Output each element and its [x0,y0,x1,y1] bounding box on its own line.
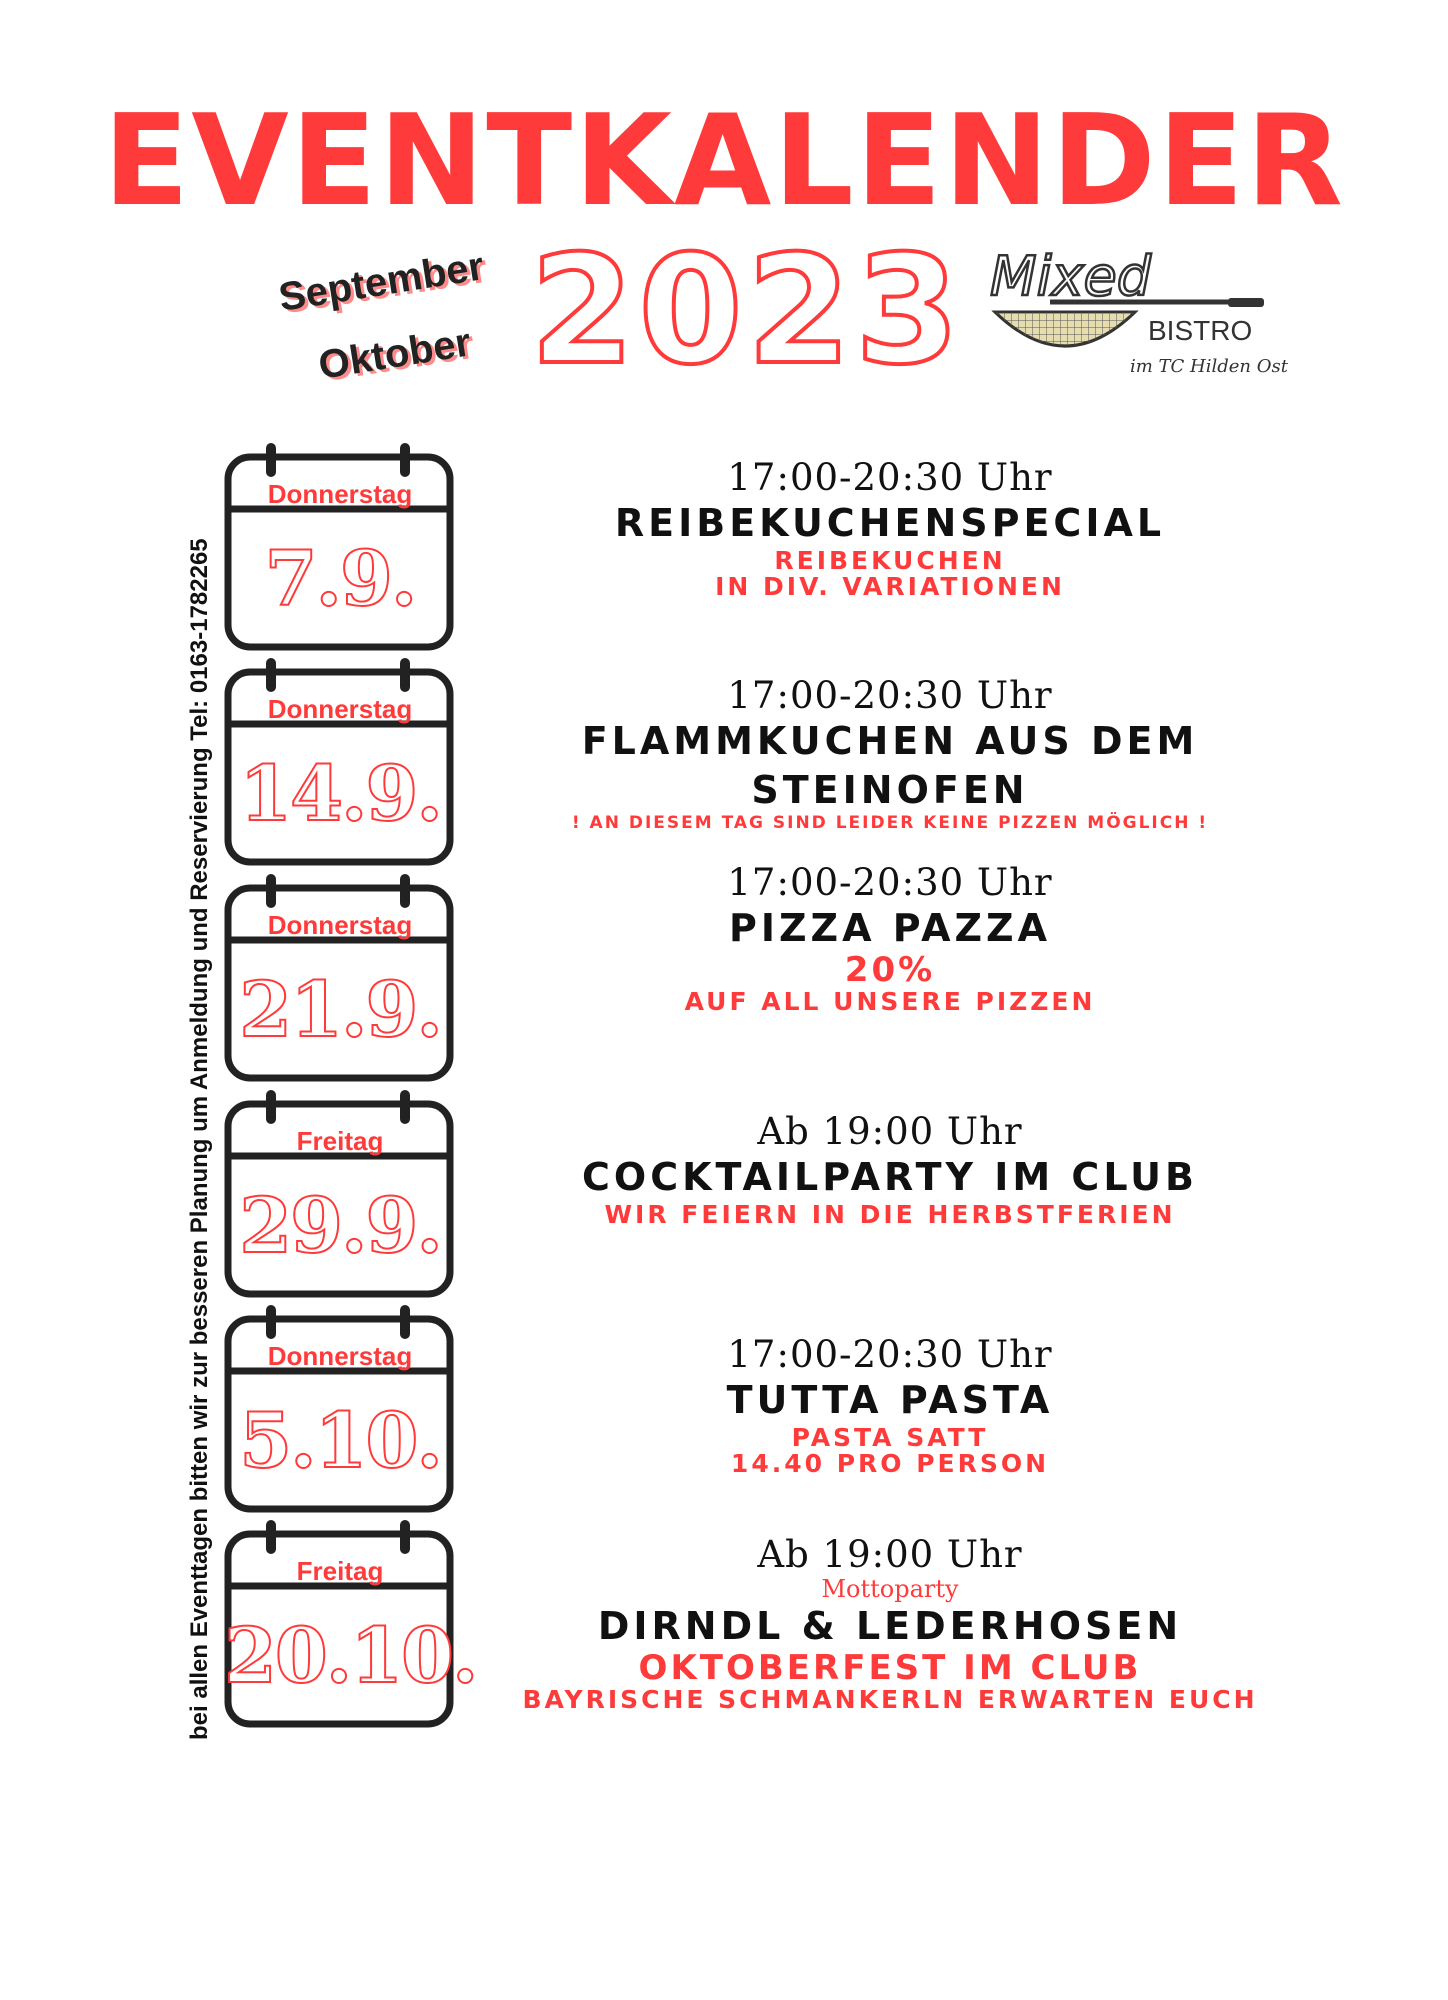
event-name: COCKTAILPARTY IM CLUB [582,1154,1198,1199]
event-detail: REIBEKUCHEN [774,546,1006,576]
date-label: 14.9. [239,749,441,838]
event-time: Ab 19:00 Uhr [757,1110,1023,1153]
weekday-label: Donnerstag [267,694,413,724]
event-name: FLAMMKUCHEN AUS DEM STEINOFEN [581,718,1199,813]
event-name: REIBEKUCHENSPECIAL [614,500,1166,545]
event-item [440,1535,1340,1713]
logo-subname: BISTRO [1148,315,1253,346]
event-detail: OKTOBERFEST IM CLUB [638,1648,1142,1689]
event-time: Ab 19:00 Uhr [757,1533,1023,1576]
date-label: 7.9. [264,534,416,623]
reservation-note: bei allen Eventtagen bitten wir zur besseren Planung um Anmeldung und Reservierung Tel: 0163-1782265 [186,538,213,1740]
calendar-card [224,658,456,868]
date-label: 29.9. [239,1181,441,1270]
month-september: September [275,244,487,320]
date-label: 5.10. [239,1396,441,1485]
event-detail-2: IN DIV. VARIATIONEN [715,572,1065,602]
event-item [440,1112,1340,1228]
event-time: 17:00-20:30 Uhr [727,1333,1053,1376]
event-detail: PASTA SATT [791,1423,989,1453]
mixed-bistro-logo [990,250,1300,380]
event-item [440,676,1340,833]
event-detail: WIR FEIERN IN DIE HERBSTFERIEN [604,1200,1176,1230]
calendar-card [224,874,456,1084]
logo-name: Mixed [990,250,1152,308]
event-detail: 20% [844,950,936,991]
event-name: DIRNDL & LEDERHOSEN [597,1604,1183,1649]
event-item [440,863,1340,1015]
date-label: 21.9. [239,965,441,1054]
event-detail-2: AUF ALL UNSERE PIZZEN [684,986,1096,1016]
event-name: TUTTA PASTA [726,1377,1054,1422]
weekday-label: Donnerstag [267,479,413,509]
calendar-card [224,1520,477,1730]
calendar-card [224,443,456,653]
event-name: PIZZA PAZZA [728,905,1052,950]
weekday-label: Freitag [296,1126,384,1156]
calendar-card [224,1090,456,1300]
event-detail: ! AN DIESEM TAG SIND LEIDER KEINE PIZZEN MÖGLICH ! [571,813,1209,834]
month-oktober: Oktober [315,320,474,388]
event-item [440,458,1340,601]
event-time: 17:00-20:30 Uhr [727,456,1053,499]
event-time: 17:00-20:30 Uhr [727,861,1053,904]
date-label: 20.10. [224,1611,477,1700]
weekday-label: Donnerstag [267,1341,413,1371]
event-item [440,1335,1340,1478]
calendar-card [224,1305,456,1515]
weekday-label: Donnerstag [267,910,413,940]
event-motto: Mottoparty [821,1574,959,1603]
event-time: 17:00-20:30 Uhr [727,674,1053,717]
page-title: EVENTKALENDER [103,87,1345,234]
weekday-label: Freitag [296,1556,384,1586]
year-label: 2023 [530,224,964,398]
event-detail-2: BAYRISCHE SCHMANKERLN ERWARTEN EUCH [522,1685,1258,1715]
event-detail-2: 14.40 PRO PERSON [730,1449,1050,1479]
logo-tagline: im TC Hilden Ost [1130,356,1288,377]
